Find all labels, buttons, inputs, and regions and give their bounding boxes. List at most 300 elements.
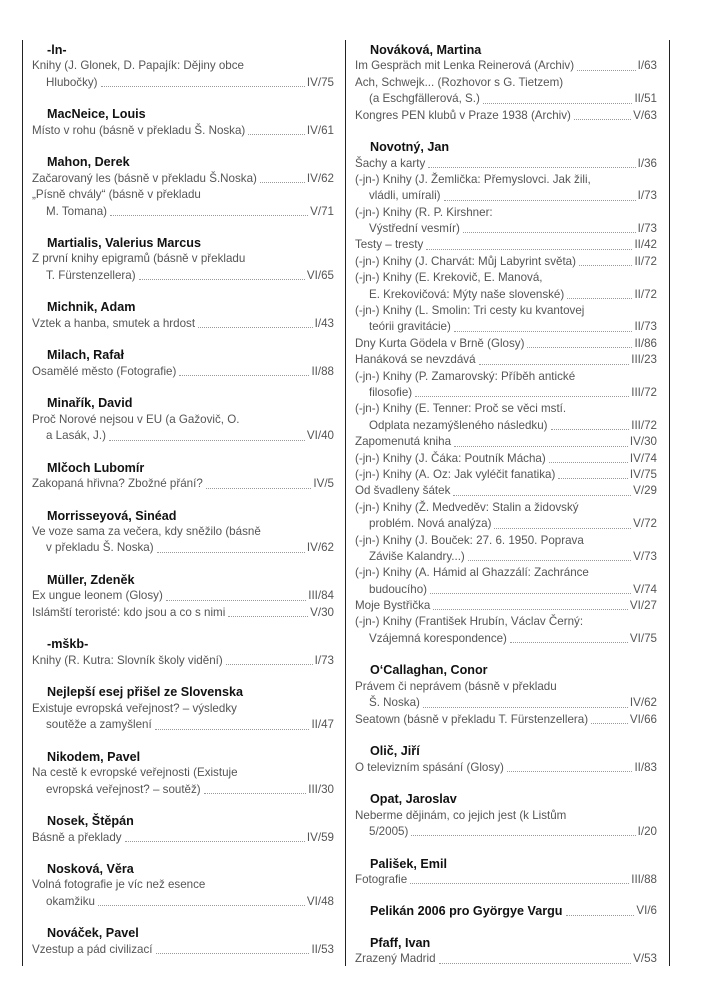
- index-entry-group: [32, 154, 334, 220]
- right-border-rule: [669, 40, 670, 966]
- page-reference: IV/30: [629, 435, 657, 449]
- author-name: Pfaff, Ivan: [370, 936, 431, 951]
- article-title-line: [355, 205, 657, 221]
- dot-leader: [430, 582, 631, 594]
- page-reference: VI/65: [306, 268, 334, 282]
- dot-leader: [410, 872, 629, 884]
- article-title: O televizním spásání (Glosy): [355, 760, 504, 774]
- article-title: Fotografie: [355, 872, 408, 886]
- article-title: (-jn-) Knihy (L. Smolin: Tri cesty ku kvantovej: [355, 304, 585, 318]
- page-reference: V/73: [633, 549, 657, 563]
- page-reference: III/30: [308, 782, 334, 796]
- author-heading: [32, 154, 334, 170]
- dot-leader: [567, 287, 632, 299]
- author-heading: [32, 508, 334, 524]
- index-entry-group: [32, 347, 334, 380]
- dot-leader: [527, 336, 632, 348]
- article-title: Hanáková se nevzdává: [355, 353, 476, 367]
- page-reference: IV/62: [306, 171, 334, 185]
- page-reference: V/72: [633, 517, 657, 531]
- article-title: Proč Norové nejsou v EU (a Gažovič, O.: [32, 412, 240, 426]
- author-name: Morrisseyová, Sinéad: [47, 508, 177, 523]
- dot-leader: [463, 221, 636, 233]
- author-heading: [355, 935, 657, 951]
- article-title-line: [355, 631, 657, 647]
- dot-leader: [468, 549, 631, 561]
- author-name: Pelikán 2006 pro Györgye Vargu: [370, 904, 563, 919]
- article-title: (-jn-) Knihy (R. P. Kirshner:: [355, 205, 493, 219]
- article-title-line: [32, 877, 334, 893]
- index-entry-group: [355, 903, 657, 919]
- dot-leader: [454, 434, 628, 446]
- author-heading: [32, 861, 334, 877]
- page-reference: IV/75: [306, 75, 334, 89]
- page-reference: I/73: [314, 653, 334, 667]
- author-heading: [355, 903, 657, 919]
- article-title-line: [355, 434, 657, 450]
- article-title: Šachy a karty: [355, 156, 426, 170]
- article-title-line: [355, 533, 657, 549]
- article-title-line: [355, 451, 657, 467]
- index-column-right: [355, 42, 657, 983]
- dot-leader: [423, 695, 628, 707]
- author-name: MacNeice, Louis: [47, 107, 146, 122]
- article-title: Osamělé město (Fotografie): [32, 364, 177, 378]
- article-title-line: [355, 808, 657, 824]
- article-title: Vzájemná korespondence): [369, 631, 507, 645]
- article-title: Im Gespräch mit Lenka Reinerová (Archiv): [355, 59, 575, 73]
- article-title-line: [355, 336, 657, 352]
- article-title: Od švadleny šátek: [355, 484, 451, 498]
- article-title: Ach, Schwejk... (Rozhovor s G. Tietzem): [355, 75, 564, 89]
- page-reference: VI/66: [629, 712, 657, 726]
- article-title: Testy – tresty: [355, 238, 424, 252]
- dot-leader: [426, 237, 632, 249]
- dot-leader: [577, 58, 636, 70]
- article-title: Ex ungue leonem (Glosy): [32, 589, 163, 603]
- author-name: Opat, Jaroslav: [370, 792, 457, 807]
- author-heading: [355, 791, 657, 807]
- article-title-line: [355, 221, 657, 237]
- dot-leader: [444, 188, 636, 200]
- page-reference: IV/5: [313, 477, 334, 491]
- dot-leader: [155, 717, 310, 729]
- article-title-line: [355, 679, 657, 695]
- article-title-line: [32, 540, 334, 556]
- article-title: Š. Noska): [369, 696, 420, 710]
- dot-leader: [549, 451, 628, 463]
- article-title: Zapomenutá kniha: [355, 435, 452, 449]
- page-reference: V/30: [310, 605, 334, 619]
- dot-leader: [198, 316, 313, 328]
- author-heading: [355, 139, 657, 155]
- article-title-line: [355, 824, 657, 840]
- article-title: Neberme dějinám, co jejich jest (k Listům: [355, 808, 567, 822]
- index-entry-group: [32, 42, 334, 91]
- article-title-line: [32, 894, 334, 910]
- article-title-line: [32, 653, 334, 669]
- page-reference: V/53: [633, 952, 657, 966]
- dot-leader: [507, 760, 633, 772]
- article-title-line: [355, 254, 657, 270]
- article-title-line: [355, 418, 657, 434]
- dot-leader: [574, 108, 631, 120]
- dot-leader: [494, 516, 631, 528]
- index-entry-group: [32, 572, 334, 621]
- index-entry-group: [355, 935, 657, 968]
- article-title-line: [355, 108, 657, 124]
- article-title-line: [32, 268, 334, 284]
- index-entry-group: [32, 235, 334, 284]
- article-title-line: [355, 270, 657, 286]
- column-divider-rule: [345, 40, 346, 966]
- article-title-line: [32, 58, 334, 74]
- article-title: soutěže a zamyšlení: [46, 718, 152, 732]
- page-reference: IV/62: [306, 541, 334, 555]
- dot-leader: [415, 385, 629, 397]
- dot-leader: [166, 588, 306, 600]
- article-title-line: [355, 91, 657, 107]
- page-reference: III/88: [631, 872, 657, 886]
- dot-leader: [411, 824, 635, 836]
- article-title: (-jn-) Knihy (Ž. Medveděv: Stalin a židovský: [355, 500, 579, 514]
- article-title-line: [355, 75, 657, 91]
- author-heading: [355, 743, 657, 759]
- page-reference: VI/75: [629, 631, 657, 645]
- article-title: Odplata nezamýšleného následku): [369, 418, 548, 432]
- page-reference: VI/27: [629, 599, 657, 613]
- article-title-line: [355, 695, 657, 711]
- dot-leader: [428, 156, 635, 168]
- page-reference: VI/6: [636, 904, 657, 918]
- article-title: E. Krekovičová: Mýty naše slovenské): [369, 287, 565, 301]
- page-reference: III/23: [631, 353, 657, 367]
- dot-leader: [260, 171, 305, 183]
- dot-leader: [483, 91, 633, 103]
- page-reference: IV/75: [629, 467, 657, 481]
- author-name: Müller, Zdeněk: [47, 573, 135, 588]
- page-reference: II/72: [634, 254, 657, 268]
- article-title: Islámští teroristé: kdo jsou a co s nimi: [32, 605, 226, 619]
- author-name: Mlčoch Lubomír: [47, 460, 145, 475]
- page-reference: II/88: [311, 364, 334, 378]
- article-title: (-jn-) Knihy (E. Tenner: Proč se věci mstí.: [355, 402, 567, 416]
- page-reference: IV/62: [629, 696, 657, 710]
- author-name: Michnik, Adam: [47, 300, 136, 315]
- article-title: Ve voze sama za večera, kdy sněžilo (básně: [32, 525, 261, 539]
- article-title-line: [32, 605, 334, 621]
- dot-leader: [454, 319, 633, 331]
- index-entry-group: [355, 662, 657, 728]
- index-entry-group: [355, 743, 657, 776]
- index-entry-group: [355, 791, 657, 840]
- index-entry-group: [355, 42, 657, 124]
- article-title-line: [32, 524, 334, 540]
- article-title-line: [32, 782, 334, 798]
- article-title-line: [32, 204, 334, 220]
- dot-leader: [579, 254, 632, 266]
- page-reference: IV/61: [306, 123, 334, 137]
- author-name: Olič, Jiří: [370, 744, 420, 759]
- author-name: Nosková, Věra: [47, 862, 134, 877]
- author-heading: [32, 460, 334, 476]
- page-reference: I/43: [314, 316, 334, 330]
- article-title: (-jn-) Knihy (František Hrubín, Václav Černý:: [355, 615, 584, 629]
- author-heading: [355, 42, 657, 58]
- author-name: Pališek, Emil: [370, 856, 448, 871]
- dot-leader: [566, 903, 635, 915]
- author-heading: [32, 925, 334, 941]
- author-name: -ln-: [47, 43, 67, 57]
- article-title: Na cestě k evropské veřejnosti (Existuje: [32, 766, 238, 780]
- article-title: Kongres PEN klubů v Praze 1938 (Archiv): [355, 108, 571, 122]
- article-title: Vzestup a pád civilizací: [32, 942, 153, 956]
- article-title-line: [32, 123, 334, 139]
- index-entry-group: [32, 106, 334, 139]
- page-reference: III/72: [631, 418, 657, 432]
- index-entry-group: [32, 395, 334, 444]
- dot-leader: [591, 712, 628, 724]
- article-title: Z první knihy epigramů (básně v překladu: [32, 252, 246, 266]
- author-heading: [32, 42, 334, 58]
- article-title: Zrazený Madrid: [355, 952, 436, 966]
- page-reference: I/36: [637, 156, 657, 170]
- article-title-line: [32, 942, 334, 958]
- author-name: Nosek, Štěpán: [47, 814, 134, 829]
- article-title: (-jn-) Knihy (E. Krekovič, E. Manová,: [355, 271, 543, 285]
- author-heading: [32, 235, 334, 251]
- author-name: Minařík, David: [47, 396, 133, 411]
- dot-leader: [433, 598, 628, 610]
- article-title: (-jn-) Knihy (A. Oz: Jak vyléčit fanatika): [355, 467, 556, 481]
- author-name: Nováček, Pavel: [47, 926, 139, 941]
- dot-leader: [204, 782, 307, 794]
- dot-leader: [101, 75, 305, 87]
- dot-leader: [110, 204, 308, 216]
- article-title: (-jn-) Knihy (J. Čáka: Poutník Mácha): [355, 451, 546, 465]
- article-title-line: [355, 352, 657, 368]
- article-title-line: [355, 614, 657, 630]
- author-name: -mškb-: [47, 637, 89, 652]
- page-reference: II/83: [634, 760, 657, 774]
- article-title: (-jn-) Knihy (A. Hámid al Ghazzálí: Zachránce: [355, 566, 589, 580]
- article-title-line: [355, 582, 657, 598]
- author-heading: [32, 749, 334, 765]
- article-title-line: [355, 549, 657, 565]
- article-title-line: [355, 401, 657, 417]
- author-heading: [32, 299, 334, 315]
- page-reference: V/63: [633, 108, 657, 122]
- article-title-line: [355, 565, 657, 581]
- article-title-line: [355, 369, 657, 385]
- article-title-line: [355, 483, 657, 499]
- author-name: Mahon, Derek: [47, 155, 130, 170]
- article-title-line: [355, 237, 657, 253]
- article-title: (-jn-) Knihy (J. Charvát: Můj Labyrint světa): [355, 254, 576, 268]
- article-title-line: [32, 701, 334, 717]
- index-entry-group: [32, 684, 334, 733]
- index-entry-group: [32, 460, 334, 493]
- article-title: teórii gravitácie): [369, 320, 451, 334]
- author-heading: [355, 856, 657, 872]
- dot-leader: [157, 540, 305, 552]
- dot-leader: [228, 605, 308, 617]
- article-title-line: [355, 58, 657, 74]
- index-entry-group: [32, 925, 334, 958]
- article-title: Vztek a hanba, smutek a hrdost: [32, 316, 196, 330]
- article-title: vládli, umírali): [369, 189, 441, 203]
- article-title: evropská veřejnost? – soutěž): [46, 782, 201, 796]
- author-name: Nejlepší esej přišel ze Slovenska: [47, 685, 244, 700]
- author-name: Nováková, Martina: [370, 43, 482, 57]
- page-reference: II/51: [634, 92, 657, 106]
- page-reference: II/42: [634, 238, 657, 252]
- dot-leader: [248, 123, 305, 135]
- article-title-line: [32, 364, 334, 380]
- article-title-line: [32, 171, 334, 187]
- author-heading: [32, 684, 334, 700]
- dot-leader: [479, 352, 630, 364]
- page-reference: II/47: [311, 718, 334, 732]
- article-title-line: [32, 316, 334, 332]
- article-title: T. Fürstenzellera): [46, 268, 136, 282]
- article-title: Místo v rohu (básně v překladu Š. Noska): [32, 123, 246, 137]
- page-reference: V/71: [310, 204, 334, 218]
- article-title: problém. Nová analýza): [369, 517, 492, 531]
- author-name: Nikodem, Pavel: [47, 749, 141, 764]
- page-reference: I/73: [637, 222, 657, 236]
- author-name: Novotný, Jan: [370, 140, 450, 155]
- article-title-line: [32, 187, 334, 203]
- page-reference: VI/48: [306, 894, 334, 908]
- author-name: O‘Callaghan, Conor: [370, 663, 488, 678]
- author-heading: [32, 347, 334, 363]
- page-reference: IV/74: [629, 451, 657, 465]
- article-title-line: [355, 319, 657, 335]
- article-title-line: [32, 476, 334, 492]
- page-reference: II/73: [634, 320, 657, 334]
- dot-leader: [226, 653, 313, 665]
- page-reference: II/86: [634, 336, 657, 350]
- article-title: Dny Kurta Gödela v Brně (Glosy): [355, 336, 525, 350]
- article-title: v překladu Š. Noska): [46, 541, 154, 555]
- article-title: Výstřední vesmír): [369, 222, 460, 236]
- article-title-line: [355, 172, 657, 188]
- article-title-line: [355, 516, 657, 532]
- article-title: Začarovaný les (básně v překladu Š.Noska): [32, 171, 257, 185]
- article-title-line: [355, 712, 657, 728]
- author-name: Martialis, Valerius Marcus: [47, 236, 201, 251]
- article-title-line: [32, 75, 334, 91]
- article-title: Existuje evropská veřejnost? – výsledky: [32, 701, 237, 715]
- page-reference: III/84: [308, 589, 334, 603]
- dot-leader: [156, 942, 310, 954]
- author-heading: [32, 636, 334, 652]
- article-title: (-jn-) Knihy (P. Zamarovský: Příběh antické: [355, 369, 576, 383]
- page-reference: II/72: [634, 287, 657, 301]
- article-title: Seatown (básně v překladu T. Fürstenzellera): [355, 712, 589, 726]
- page-reference: IV/59: [306, 830, 334, 844]
- article-title: okamžiku: [46, 894, 95, 908]
- article-title: Knihy (J. Glonek, D. Papajík: Dějiny obce: [32, 59, 245, 73]
- page-reference: V/74: [633, 582, 657, 596]
- article-title-line: [32, 588, 334, 604]
- article-title-line: [32, 251, 334, 267]
- page-reference: I/73: [637, 189, 657, 203]
- author-heading: [32, 813, 334, 829]
- article-title: Zakopaná hřivna? Zbožné přání?: [32, 477, 203, 491]
- article-title-line: [355, 872, 657, 888]
- article-title: filosofie): [369, 386, 413, 399]
- article-title: a Lasák, J.): [46, 429, 106, 443]
- index-entry-group: [32, 299, 334, 332]
- article-title-line: [355, 500, 657, 516]
- article-title: „Písně chvály“ (básně v překladu: [32, 188, 201, 202]
- page-reference: II/53: [311, 942, 334, 956]
- article-title-line: [355, 467, 657, 483]
- page-reference: VI/40: [306, 429, 334, 443]
- dot-leader: [98, 894, 305, 906]
- dot-leader: [453, 483, 631, 495]
- dot-leader: [439, 951, 632, 963]
- article-title: (a Eschgfällerová, S.): [369, 92, 480, 106]
- index-column-left: [32, 42, 334, 973]
- article-title-line: [355, 385, 657, 401]
- article-title: 5/2005): [369, 824, 409, 838]
- article-title: (-jn-) Knihy (J. Žemlička: Přemyslovci. Jak žili,: [355, 172, 591, 186]
- article-title-line: [355, 156, 657, 172]
- article-title-line: [355, 188, 657, 204]
- article-title-line: [32, 412, 334, 428]
- article-title-line: [355, 303, 657, 319]
- article-title-line: [355, 760, 657, 776]
- dot-leader: [558, 467, 628, 479]
- dot-leader: [125, 830, 305, 842]
- article-title: Moje Bystřička: [355, 599, 431, 613]
- article-title-line: [32, 717, 334, 733]
- author-heading: [32, 106, 334, 122]
- author-heading: [32, 572, 334, 588]
- article-title: Hlubočky): [46, 75, 98, 89]
- article-title-line: [32, 428, 334, 444]
- index-entry-group: [32, 813, 334, 846]
- article-title: Záviše Kalandry...): [369, 549, 465, 563]
- article-title-line: [355, 598, 657, 614]
- dot-leader: [510, 631, 628, 643]
- article-title: M. Tomana): [46, 204, 107, 218]
- article-title: (-jn-) Knihy (J. Bouček: 27. 6. 1950. Poprava: [355, 533, 584, 547]
- article-title: budoucího): [369, 582, 428, 596]
- dot-leader: [551, 418, 630, 430]
- author-name: Milach, Rafał: [47, 348, 124, 363]
- article-title-line: [355, 951, 657, 967]
- index-entry-group: [355, 139, 657, 647]
- article-title: Knihy (R. Kutra: Slovník školy vidění): [32, 653, 223, 667]
- index-entry-group: [32, 861, 334, 910]
- page-reference: III/72: [631, 386, 657, 399]
- page-reference: I/63: [637, 59, 657, 73]
- index-entry-group: [32, 508, 334, 557]
- article-title: Právem či neprávem (básně v překladu: [355, 679, 557, 693]
- dot-leader: [109, 428, 305, 440]
- article-title-line: [32, 765, 334, 781]
- dot-leader: [139, 268, 305, 280]
- author-heading: [355, 662, 657, 678]
- article-title-line: [355, 287, 657, 303]
- index-entry-group: [355, 856, 657, 889]
- index-entry-group: [32, 749, 334, 798]
- author-heading: [32, 395, 334, 411]
